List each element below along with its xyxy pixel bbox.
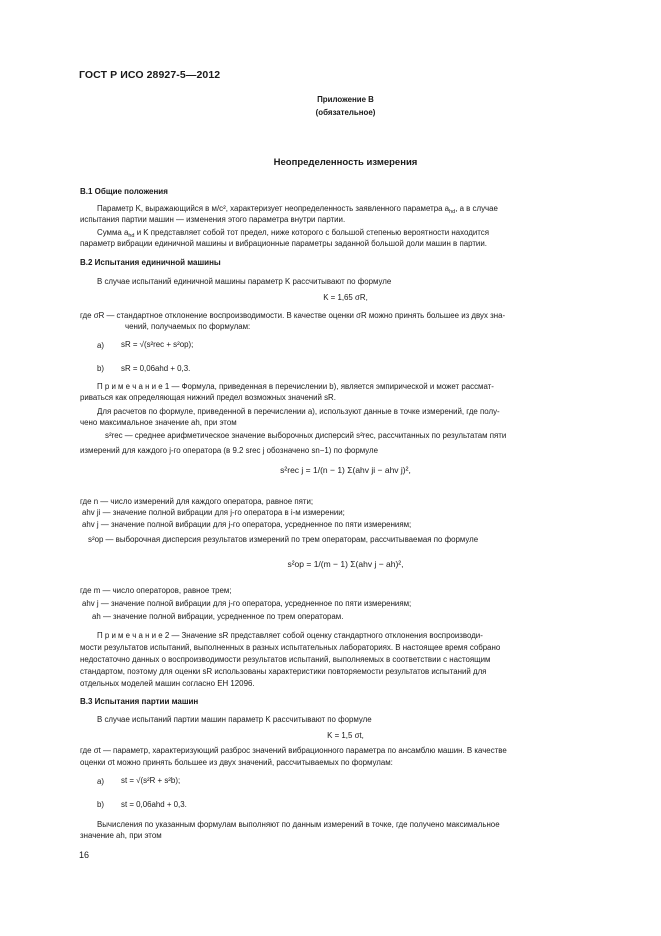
note-2c: недостаточно данных о воспроизводимости результатов испытаний, выполняемых в соответствии с настоящим: [80, 655, 491, 664]
section-b1-title: В.1 Общие положения: [80, 187, 168, 196]
b3-item-a-label: а): [97, 777, 105, 786]
annex-status: (обязательное): [315, 108, 376, 117]
b3-where-b: оценки σt можно принять большее из двух значений, рассчитываемых по формулам:: [80, 758, 393, 767]
annex-title: Приложение В: [317, 95, 374, 104]
b2-paragraph-4a: s²rec — среднее арифметическое значение выборочных дисперсий s²rec, рассчитанных по результатам пяти: [105, 431, 507, 440]
b3-paragraph-1a: Вычисления по указанным формулам выполняют по данным измерений в точке, где получено максимальное: [97, 820, 500, 829]
section-b3-title: В.3 Испытания партии машин: [80, 697, 199, 706]
note-1b: риваться как определяющая нижний предел возможных значений sR.: [80, 393, 336, 402]
def-ahv-j: ahv j — значение полной вибрации для j-го оператора, усредненное по пяти измерениям;: [82, 520, 412, 529]
note-2: П р и м е ч а н и е 2 — Значение sR представляет собой оценку стандартного отклонения воспроизводи-: [97, 631, 483, 640]
b2-paragraph-3b: чено максимальное значение ah, при этом: [80, 418, 237, 427]
b3-item-b-label: b): [97, 800, 105, 809]
b2-item-a-formula: sR = √(s²rec + s²op);: [121, 340, 194, 349]
b2-item-a-label: а): [97, 341, 105, 350]
b3-paragraph-1b: значение ah, при этом: [80, 831, 162, 840]
b1-paragraph-2b: параметр вибрации единичной машины и вибрационные параметры заданной большой доли машин в партии.: [80, 239, 487, 248]
b2-item-b-formula: sR = 0,06ahd + 0,3.: [121, 364, 191, 373]
b3-item-b-formula: st = 0,06ahd + 0,3.: [121, 800, 187, 809]
b3-item-a-formula: st = √(s²R + s²b);: [121, 776, 181, 785]
b2-item-b-label: b): [97, 364, 105, 373]
b3-where-a: где σt — параметр, характеризующий разброс значений вибрационного параметра по ансамблю машин. В качестве: [80, 746, 507, 755]
main-title: Неопределенность измерения: [273, 157, 418, 168]
note-2e: отдельных моделей машин согласно ЕН 12096.: [80, 679, 255, 688]
def-ahv-j-2: ahv j — значение полной вибрации для j-го оператора, усредненное по пяти измерениям;: [82, 599, 412, 608]
standard-header: ГОСТ Р ИСО 28927-5—2012: [79, 69, 221, 81]
b2-intro: В случае испытаний единичной машины параметр K рассчитывают по формуле: [97, 277, 392, 286]
note-1: П р и м е ч а н и е 1 — Формула, приведенная в перечислении b), является эмпирической и может рассмат-: [97, 382, 494, 391]
formula-k-single: K = 1,65 σR,: [323, 293, 368, 302]
b1-paragraph-2a: Сумма $a_{hd}$ и K представляет собой тот предел, ниже которого с большой степенью вероятности находится: [97, 228, 489, 239]
b1-paragraph-1a: Параметр K, выражающийся в м/с², характеризует неопределенность заявленного параметра $a_{hd}$, а в случае: [97, 204, 498, 215]
b1-paragraph-1b: испытания партии машин — изменения этого параметра внутри партии.: [80, 215, 346, 224]
b2-paragraph-4b: измерений для каждого j-го оператора (в 9.2 srec j обозначено sn−1) по формуле: [80, 446, 379, 455]
note-2b: мости результатов испытаний, выполненных в разных испытательных лабораториях. В настоящее время собрано: [80, 643, 501, 652]
section-b2-title: В.2 Испытания единичной машины: [80, 258, 221, 267]
page-number: 16: [79, 850, 90, 860]
def-ahv-ji: ahv ji — значение полной вибрации для j-го оператора в i-м измерении;: [82, 508, 345, 517]
b2-where-b: чений, получаемых по формулам:: [125, 322, 251, 331]
def-sop: s²op — выборочная дисперсия результатов измерений по трем операторам, рассчитываемая по формуле: [88, 535, 479, 544]
def-m: где m — число операторов, равное трем;: [80, 586, 232, 595]
b2-where-a: где σR — стандартное отклонение воспроизводимости. В качестве оценки σR можно принять большее из двух зна-: [80, 311, 506, 320]
formula-sop: s²op = 1/(m − 1) Σ(ahv j − ah)²,: [287, 559, 404, 569]
b2-paragraph-3a: Для расчетов по формуле, приведенной в перечислении а), используют данные в точке измерений, где полу-: [97, 407, 500, 416]
formula-k-batch: K = 1,5 σt,: [327, 731, 364, 740]
note-2d: стандартом, поэтому для оценки sR использованы характеристики повторяемости результатов испытаний для: [80, 667, 487, 676]
def-n: где n — число измерений для каждого оператора, равное пяти;: [80, 497, 314, 506]
formula-srec: s²rec j = 1/(n − 1) Σ(ahv ji − ahv j)²,: [280, 465, 411, 475]
def-ah: ah — значение полной вибрации, усредненное по трем операторам.: [92, 612, 344, 621]
b3-intro: В случае испытаний партии машин параметр K рассчитывают по формуле: [97, 715, 372, 724]
